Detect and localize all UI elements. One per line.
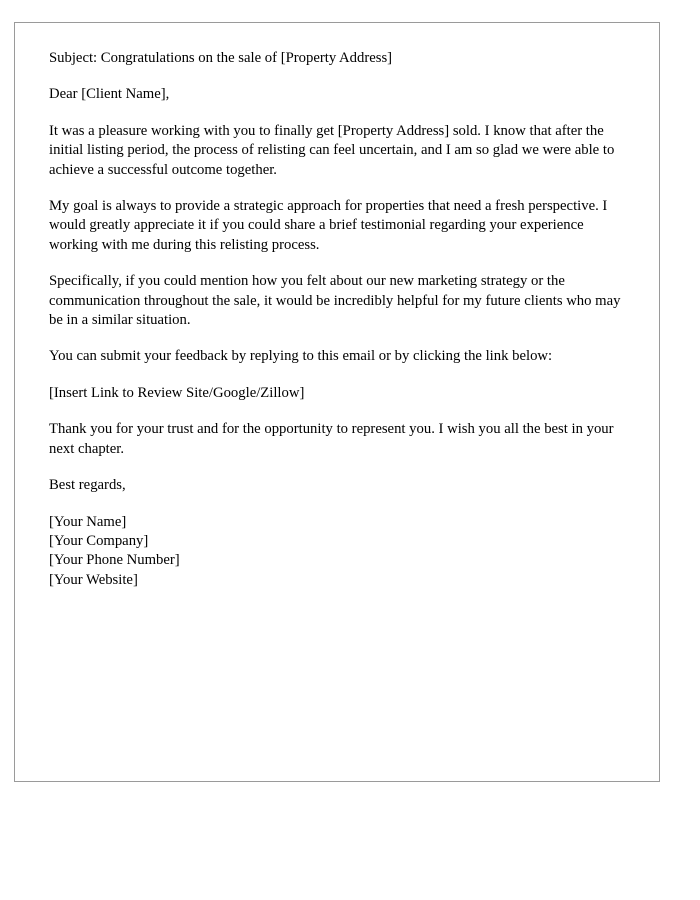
paragraph-opening: It was a pleasure working with you to finally get [Property Address] sold. I know that after the initial listing period, the process of relisting can feel uncertain, and I am so glad we were able to achieve a successful outcome together.: [49, 122, 615, 178]
review-link-placeholder[interactable]: [Insert Link to Review Site/Google/Zillow]: [49, 384, 305, 401]
paragraph-thank-you: Thank you for your trust and for the opportunity to represent you. I wish you all the best in your next chapter.: [49, 421, 614, 457]
paragraph-submit-instructions: You can submit your feedback by replying to this email or by clicking the link below:: [49, 348, 553, 365]
closing: Best regards,: [49, 477, 126, 494]
document-page: [14, 22, 660, 782]
paragraph-testimonial-request: My goal is always to provide a strategic approach for properties that need a fresh perspective. I would greatly appreciate it if you could share a brief testimonial regarding your experience working with me during this relisting process.: [49, 198, 608, 253]
subject-line: Subject: Congratulations on the sale of [Property Address]: [49, 50, 393, 66]
signature-name: [Your Name]: [49, 513, 127, 530]
letter-body: [15, 23, 659, 590]
signature-company: [Your Company]: [49, 532, 149, 549]
paragraph-specifics: Specifically, if you could mention how you felt about our new marketing strategy or the communication throughout the sale, it would be incredibly helpful for my future clients who may be in a similar situation.: [49, 273, 621, 329]
signature-website: [Your Website]: [49, 571, 138, 588]
signature-block: [49, 513, 625, 591]
salutation: Dear [Client Name],: [49, 86, 170, 103]
signature-phone: [Your Phone Number]: [49, 552, 180, 569]
